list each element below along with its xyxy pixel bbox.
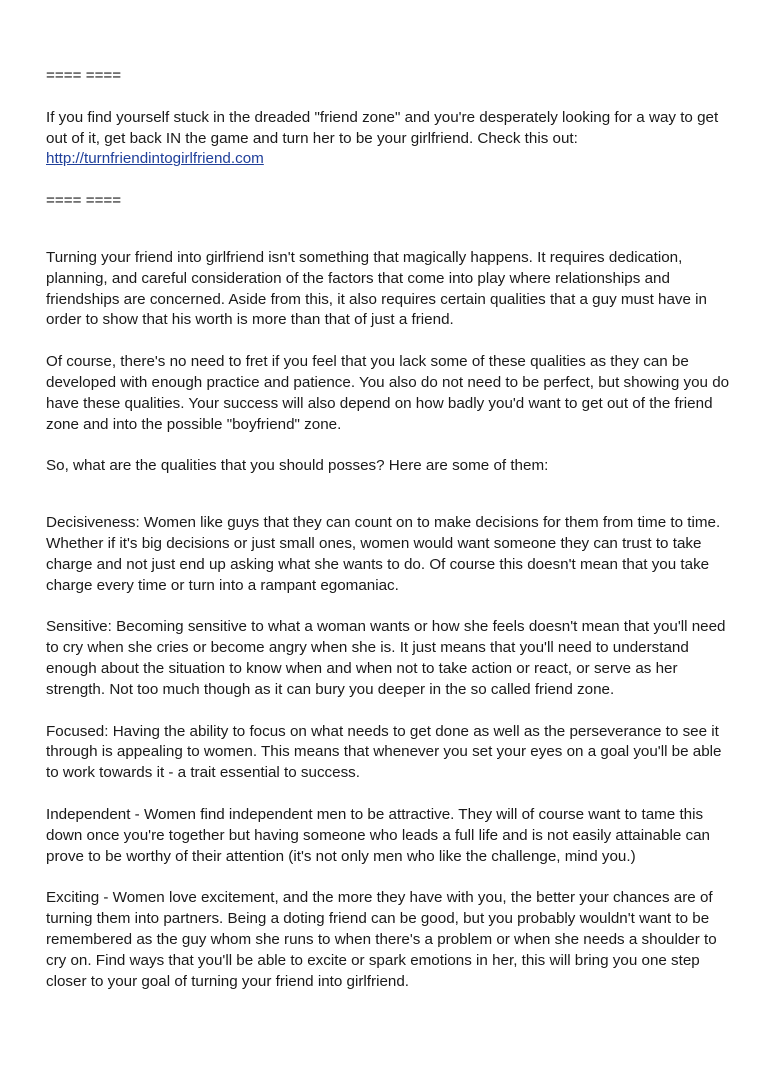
spacer bbox=[46, 435, 730, 456]
body-paragraph-3: So, what are the qualities that you should posses? Here are some of them: bbox=[46, 457, 549, 475]
spacer bbox=[46, 867, 730, 888]
spacer bbox=[46, 701, 730, 722]
body-paragraph-2: Of course, there's no need to fret if you feel that you lack some of these qualities as they can be developed with enough practice and patience. You also do not need to be perfect, but showing you do have these qualities. Your success will also depend on how badly you'd want to get out of the friend zone and into the possible "boyfriend" zone. bbox=[46, 353, 730, 433]
intro-paragraph bbox=[46, 108, 730, 170]
quality-sensitive: Sensitive: Becoming sensitive to what a woman wants or how she feels doesn't mean that you'll need to cry when she cries or become angry when she is. It just means that you'll need to understand enough about the situation to know when and when not to take action or react, or serve as her strength. Not too much though as it can bury you deeper in the so called friend zone. bbox=[46, 618, 726, 698]
quality-focused: Focused: Having the ability to focus on what needs to get done as well as the perseverance to see it through is appealing to women. This means that whenever you set your eyes on a goal you'll be able to work towards it - a trait essential to success. bbox=[46, 722, 722, 782]
quality-decisiveness: Decisiveness: Women like guys that they can count on to make decisions for them from time to time. Whether if it's big decisions or just small ones, women would want someone they can trust to take charge and not just end up asking what she wants to do. Of course this doesn't mean that you take charge every time or turn into a rampant egomaniac. bbox=[46, 514, 721, 594]
quality-independent: Independent - Women find independent men to be attractive. They will of course want to tame this down once you're together but having someone who leads a full life and is not easily attainable can prove to be worthy of their attention (it's not only men who like the challenge, mind you.) bbox=[46, 805, 710, 865]
divider-top: ==== ==== bbox=[46, 67, 122, 84]
intro-link[interactable]: http://turnfriendintogirlfriend.com bbox=[46, 150, 264, 168]
spacer bbox=[46, 170, 730, 191]
spacer bbox=[46, 784, 730, 805]
spacer bbox=[46, 331, 730, 352]
spacer bbox=[46, 212, 730, 248]
body-paragraph-1: Turning your friend into girlfriend isn't something that magically happens. It requires dedication, planning, and careful consideration of the factors that come into play where relationships and friendships are concerned. Aside from this, it also requires certain qualities that a guy must have in order to show that his worth is more than that of just a friend. bbox=[46, 248, 707, 329]
spacer bbox=[46, 596, 730, 617]
quality-exciting: Exciting - Women love excitement, and the more they have with you, the better your chances are of turning them into partners. Being a doting friend can be good, but you probably wouldn't want to be remembered as the guy whom she runs to when there's a problem or when she needs a shoulder to cry on. Find ways that you'll be able to excite or spark emotions in her, this will bring you one step closer to your goal of turning your friend into girlfriend. bbox=[46, 889, 717, 990]
intro-text: If you find yourself stuck in the dreaded "friend zone" and you're desperately looking for a way to get out of it, get back IN the game and turn her to be your girlfriend. Check this out: bbox=[46, 108, 719, 147]
document-page bbox=[46, 66, 730, 992]
spacer bbox=[46, 477, 730, 513]
divider-bottom: ==== ==== bbox=[46, 192, 122, 210]
spacer bbox=[46, 87, 730, 108]
